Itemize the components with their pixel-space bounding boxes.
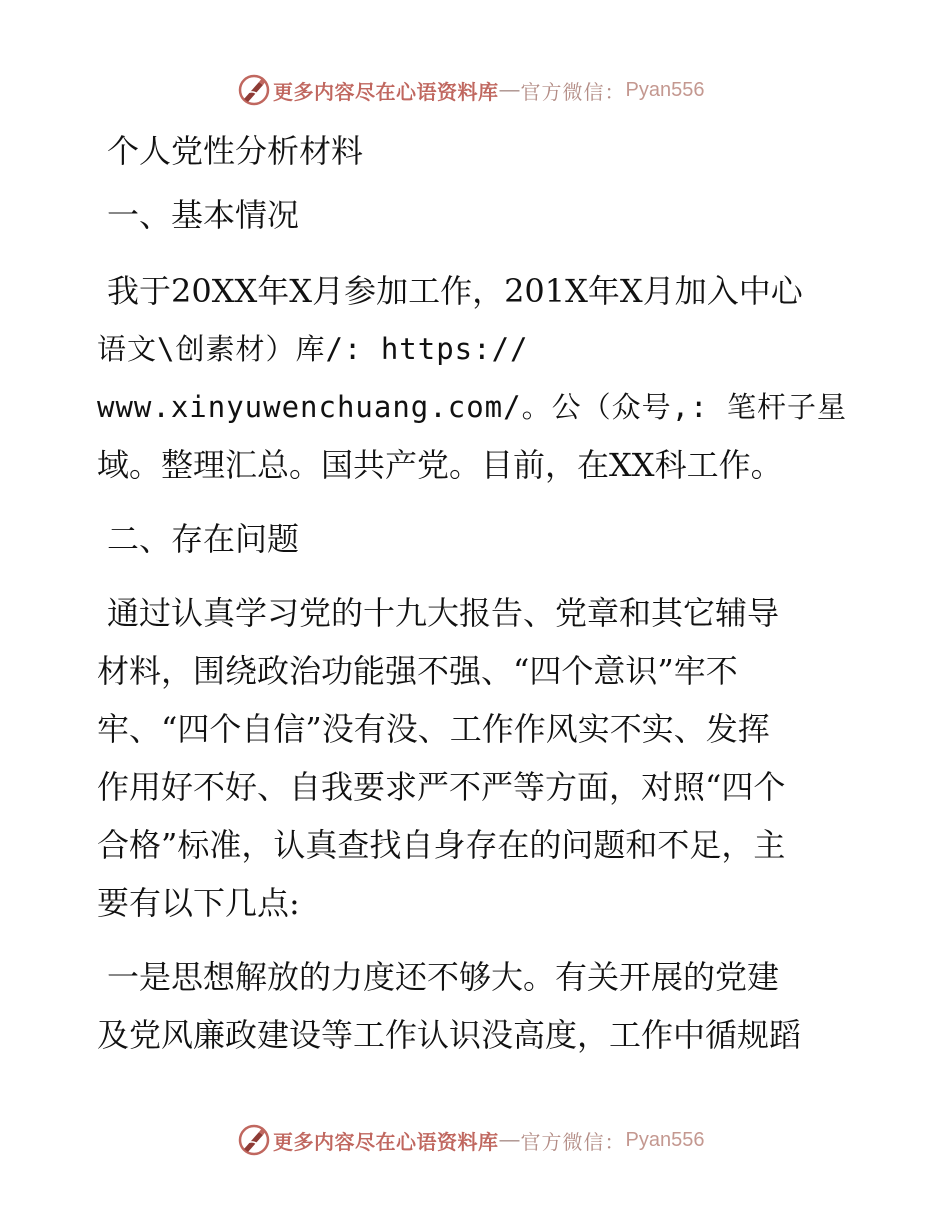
section-heading-problems: 二、存在问题: [107, 520, 300, 558]
watermark-site: 更多内容尽在心语资料库: [273, 81, 499, 104]
paragraph-line: www.xinyuwenchuang.com/。公（众号,: 笔杆子星: [97, 390, 847, 424]
watermark-wechat-label: 官方微信：: [520, 81, 626, 104]
paragraph-line: 材料，围绕政治功能强不强、“四个意识”牢不: [97, 652, 738, 690]
watermark-wechat-id: Pyan556: [625, 78, 705, 101]
paragraph-line: 要有以下几点:: [97, 884, 300, 922]
paragraph-line: 一是思想解放的力度还不够大。有关开展的党建: [107, 958, 780, 996]
watermark-wechat-label: 官方微信：: [520, 1131, 626, 1154]
pen-logo-icon: [237, 73, 271, 107]
watermark-wechat-id: Pyan556: [625, 1128, 705, 1151]
watermark-banner-bottom: [237, 1123, 704, 1157]
document-title: 个人党性分析材料: [107, 132, 364, 170]
watermark-site: 更多内容尽在心语资料库: [273, 1131, 499, 1154]
paragraph-line: 语文\创素材）库/: https://: [97, 332, 529, 366]
paragraph-line: 牢、“四个自信”没有没、工作作风实不实、发挥: [97, 710, 770, 748]
document-page: [97, 122, 857, 1064]
watermark-separator: —: [499, 78, 520, 101]
paragraph-line: 作用好不好、自我要求严不严等方面，对照“四个: [97, 768, 786, 806]
watermark-banner-top: [237, 73, 704, 107]
paragraph-line: 我于20XX年X月参加工作，201X年X月加入中心: [107, 272, 803, 310]
paragraph-line: 通过认真学习党的十九大报告、党章和其它辅导: [107, 594, 780, 632]
watermark-separator: —: [499, 1128, 520, 1151]
paragraph-line: 及党风廉政建设等工作认识没高度，工作中循规蹈: [97, 1016, 802, 1054]
paragraph-line: 合格”标准，认真查找自身存在的问题和不足，主: [97, 826, 786, 864]
section-heading-basic-info: 一、基本情况: [107, 196, 300, 234]
paragraph-line: 域。整理汇总。国共产党。目前，在XX科工作。: [97, 446, 783, 484]
pen-logo-icon: [237, 1123, 271, 1157]
